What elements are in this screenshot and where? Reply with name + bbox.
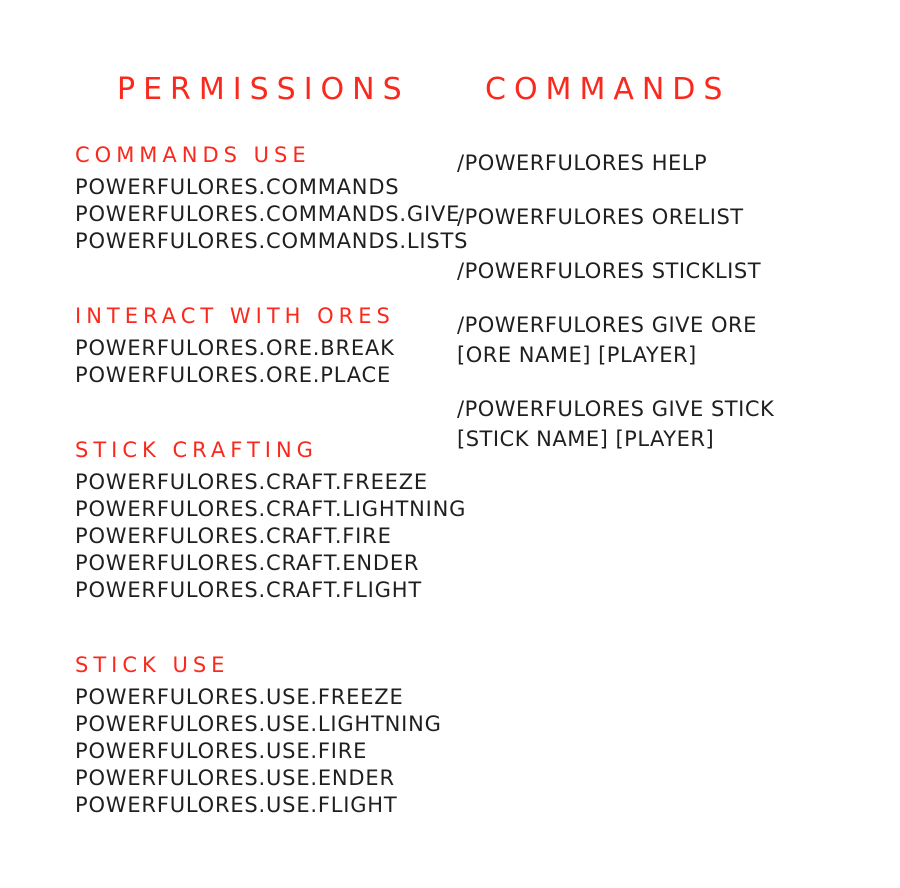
permissions-column [0, 72, 469, 819]
command-list [457, 148, 802, 454]
permission-node: POWERFULORES.USE.ENDER [75, 766, 395, 790]
permission-node: POWERFULORES.USE.FIRE [75, 739, 368, 763]
permission-node: POWERFULORES.ORE.BREAK [75, 336, 395, 360]
command-entry: /POWERFULORES ORELIST [457, 205, 744, 229]
permission-node: POWERFULORES.COMMANDS.LISTS [75, 229, 469, 253]
command-entry: /POWERFULORES GIVE ORE [ORE NAME] [PLAYER] [457, 313, 757, 367]
commands-title: COMMANDS [485, 72, 731, 107]
section-stick-crafting [75, 437, 467, 604]
permission-node: POWERFULORES.ORE.PLACE [75, 363, 392, 387]
permission-node: POWERFULORES.COMMANDS [75, 175, 400, 199]
permission-node: POWERFULORES.CRAFT.FLIGHT [75, 578, 422, 602]
command-entry: /POWERFULORES GIVE STICK [STICK NAME] [PLAYER] [457, 397, 775, 451]
section-heading: STICK USE [75, 653, 230, 677]
permissions-title: PERMISSIONS [117, 72, 410, 107]
section-heading: COMMANDS USE [75, 143, 311, 167]
section-interact-with-ores [75, 303, 457, 389]
permission-node: POWERFULORES.CRAFT.ENDER [75, 551, 420, 575]
section-heading: INTERACT WITH ORES [75, 304, 395, 328]
command-entry: /POWERFULORES HELP [457, 151, 708, 175]
section-commands-use [75, 142, 469, 255]
permission-node: POWERFULORES.USE.FLIGHT [75, 793, 398, 817]
command-entry: /POWERFULORES STICKLIST [457, 259, 762, 283]
permission-node: POWERFULORES.CRAFT.FIRE [75, 524, 392, 548]
permission-node: POWERFULORES.USE.FREEZE [75, 685, 404, 709]
section-stick-use [75, 652, 457, 819]
section-heading: STICK CRAFTING [75, 438, 318, 462]
permission-node: POWERFULORES.USE.LIGHTNING [75, 712, 442, 736]
permission-node: POWERFULORES.COMMANDS.GIVE [75, 202, 461, 226]
permission-node: POWERFULORES.CRAFT.FREEZE [75, 470, 428, 494]
permission-node: POWERFULORES.CRAFT.LIGHTNING [75, 497, 467, 521]
commands-column [457, 72, 802, 819]
